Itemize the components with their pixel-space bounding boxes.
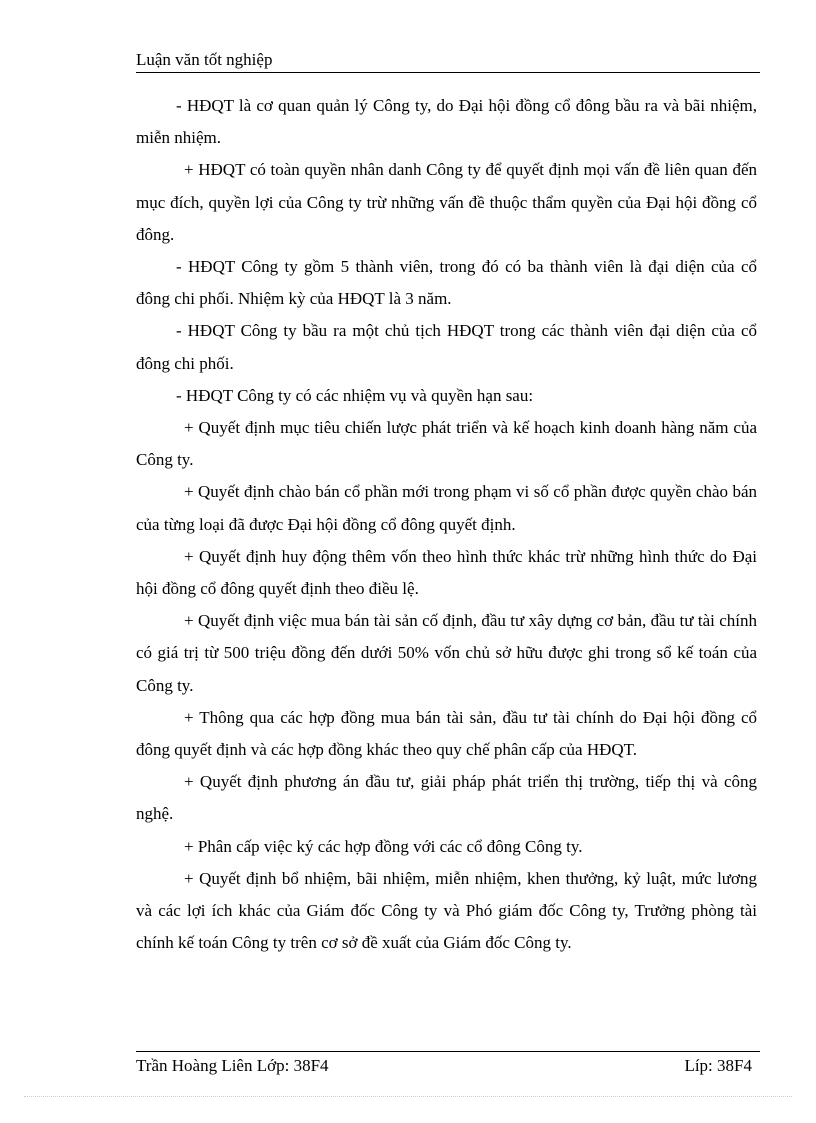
paragraph: + Quyết định chào bán cổ phần mới trong phạm vi số cổ phần được quyền chào bán của từng loại đã được Đại hội đồng cổ đông quyết định. — [136, 482, 757, 534]
paragraph: + Quyết định huy động thêm vốn theo hình thức khác trừ những hình thức do Đại hội đồng cổ đông quyết định theo điều lệ. — [136, 546, 757, 599]
paragraph: + Thông qua các hợp đồng mua bán tài sản, đầu tư tài chính do Đại hội đồng cổ đông quyết định và các hợp đồng khác theo quy chế phân cấp của HĐQT. — [136, 707, 757, 760]
page-footer — [136, 1051, 760, 1078]
paragraph: + Quyết định mục tiêu chiến lược phát triển và kế hoạch kinh doanh hàng năm của Công ty. — [136, 418, 757, 470]
paragraph: - HĐQT Công ty có các nhiệm vụ và quyền hạn sau: — [176, 385, 534, 405]
footer-author: Trần Hoàng Liên Lớp: 38F4 — [136, 1056, 329, 1075]
footer-class: Líp: 38F4 — [684, 1056, 752, 1075]
paragraph: - HĐQT là cơ quan quản lý Công ty, do Đại hội đồng cổ đông bầu ra và bãi nhiệm, miễn nhiệm. — [136, 96, 757, 148]
paragraph: - HĐQT Công ty gồm 5 thành viên, trong đó có ba thành viên là đại diện của cổ đông chi phối. Nhiệm kỳ của HĐQT là 3 năm. — [136, 257, 757, 309]
paragraph: + HĐQT có toàn quyền nhân danh Công ty để quyết định mọi vấn đề liên quan đến mục đích, quyền lợi của Công ty trừ những vấn đề thuộc thẩm quyền của Đại hội đồng cổ đông. — [136, 160, 757, 244]
paragraph: + Quyết định việc mua bán tài sản cố định, đầu tư xây dựng cơ bản, đầu tư tài chính có giá trị từ 500 triệu đồng đến dưới 50% vốn chủ sở hữu được ghi trong sổ kế toán của Công ty. — [136, 611, 757, 695]
header-title: Luận văn tốt nghiệp — [136, 50, 273, 69]
paragraph: + Phân cấp việc ký các hợp đồng với các cổ đông Công ty. — [184, 836, 583, 856]
paragraph: + Quyết định bổ nhiệm, bãi nhiệm, miễn nhiệm, khen thưởng, kỷ luật, mức lương và các lợi ích khác của Giám đốc Công ty và Phó giám đốc Công ty, Trưởng phòng tài chính kế toán Công ty trên cơ sở đề xuất của Giám đốc Công ty. — [136, 868, 757, 953]
body-text — [136, 90, 757, 959]
paragraph: + Quyết định phương án đầu tư, giải pháp phát triển thị trường, tiếp thị và công nghệ. — [136, 772, 757, 824]
page-boundary — [24, 1096, 792, 1097]
paragraph: - HĐQT Công ty bầu ra một chủ tịch HĐQT trong các thành viên đại diện của cổ đông chi phối. — [136, 321, 757, 373]
page-header — [136, 48, 760, 73]
